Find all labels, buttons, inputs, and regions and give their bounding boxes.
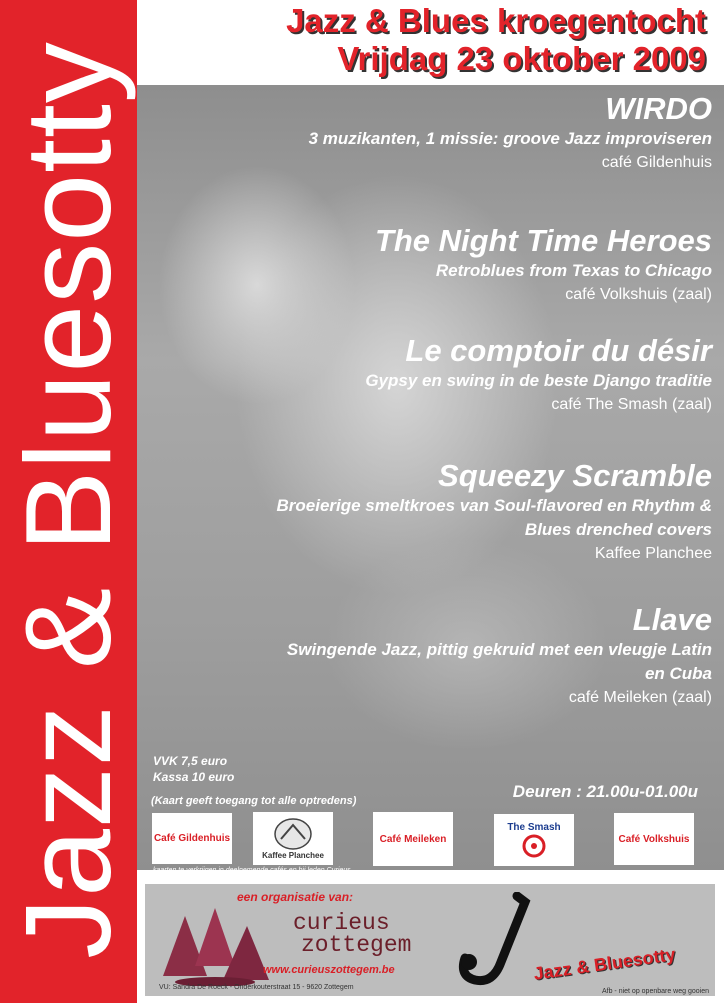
act-desc: Broeierige smeltkroes van Soul-flavored en Rhythm &	[276, 496, 712, 515]
logo-smash	[494, 814, 574, 866]
access-note: (Kaart geeft toegang tot alle optredens)	[151, 795, 357, 807]
zottegem-word: zottegem	[301, 932, 412, 958]
biohazard-icon	[519, 833, 549, 859]
logo-planchee-text: Kaffee Planchee	[262, 851, 324, 860]
lineup-panel	[137, 85, 724, 870]
vertical-title	[0, 0, 137, 1003]
footer-box	[145, 884, 715, 996]
act-name: Le comptoir du désir	[405, 333, 712, 368]
header	[137, 0, 724, 85]
doors-time: Deuren : 21.00u-01.00u	[512, 782, 698, 801]
logo-gildenhuis	[152, 813, 232, 864]
act-venue: café Volkshuis (zaal)	[565, 286, 712, 303]
act-desc: 3 muzikanten, 1 missie: groove Jazz improviseren	[308, 129, 712, 148]
price-kassa: Kassa 10 euro	[153, 770, 235, 784]
prices	[153, 753, 234, 785]
logo-planchee	[253, 812, 333, 865]
curieus-logo	[293, 912, 411, 956]
logo-volkshuis-text: Café Volkshuis	[618, 833, 690, 845]
act-llave	[287, 602, 712, 710]
vertical-title-text: Jazz & Bluesotty	[0, 41, 136, 959]
curieus-word: curieus	[293, 910, 390, 936]
event-date: Vrijdag 23 oktober 2009	[337, 40, 706, 77]
logo-gildenhuis-text: Café Gildenhuis	[153, 833, 231, 844]
act-desc: Gypsy en swing in de beste Django traditie	[365, 371, 712, 390]
saxophone-icon	[455, 892, 535, 992]
act-comptoir	[365, 333, 712, 417]
act-venue: café Gildenhuis	[601, 154, 712, 171]
act-venue: café The Smash (zaal)	[551, 396, 712, 413]
event-title: Jazz & Blues kroegentocht	[286, 2, 706, 39]
act-night-time-heroes	[375, 223, 712, 307]
act-desc: Retroblues from Texas to Chicago	[435, 261, 712, 280]
logo-smash-text: The Smash	[507, 821, 561, 833]
logo-volkshuis	[614, 813, 694, 865]
act-venue: Kaffee Planchee	[594, 545, 712, 562]
price-vvk: VVK 7,5 euro	[153, 754, 228, 768]
brand-logo: Jazz & Bluesotty	[532, 944, 677, 984]
act-name: The Night Time Heroes	[374, 223, 712, 258]
act-squeezy-scramble	[276, 458, 712, 566]
act-desc: en Cuba	[644, 664, 712, 683]
candy-icon	[155, 896, 273, 986]
act-name: Squeezy Scramble	[438, 458, 712, 493]
act-wirdo	[309, 91, 712, 175]
act-name: WIRDO	[605, 91, 712, 126]
act-desc: Swingende Jazz, pittig gekruid met een vleugje Latin	[286, 640, 712, 659]
act-desc: Blues drenched covers	[524, 520, 712, 539]
logo-meileken	[373, 812, 453, 866]
website-link[interactable]: www.curieuszottegem.be	[263, 964, 395, 976]
logo-meileken-text: Café Meileken	[379, 833, 447, 845]
responsible-publisher: VU: Sandra De Roeck - Onderkouterstraat 15 - 9620 Zottegem	[159, 984, 354, 991]
org-label: een organisatie van:	[237, 890, 354, 904]
act-name: Llave	[632, 602, 712, 637]
act-venue: café Meileken (zaal)	[568, 689, 712, 706]
planchee-emblem-icon	[273, 817, 313, 851]
footer	[137, 870, 724, 1003]
disposal-note: Afb - niet op openbare weg gooien	[601, 988, 709, 995]
